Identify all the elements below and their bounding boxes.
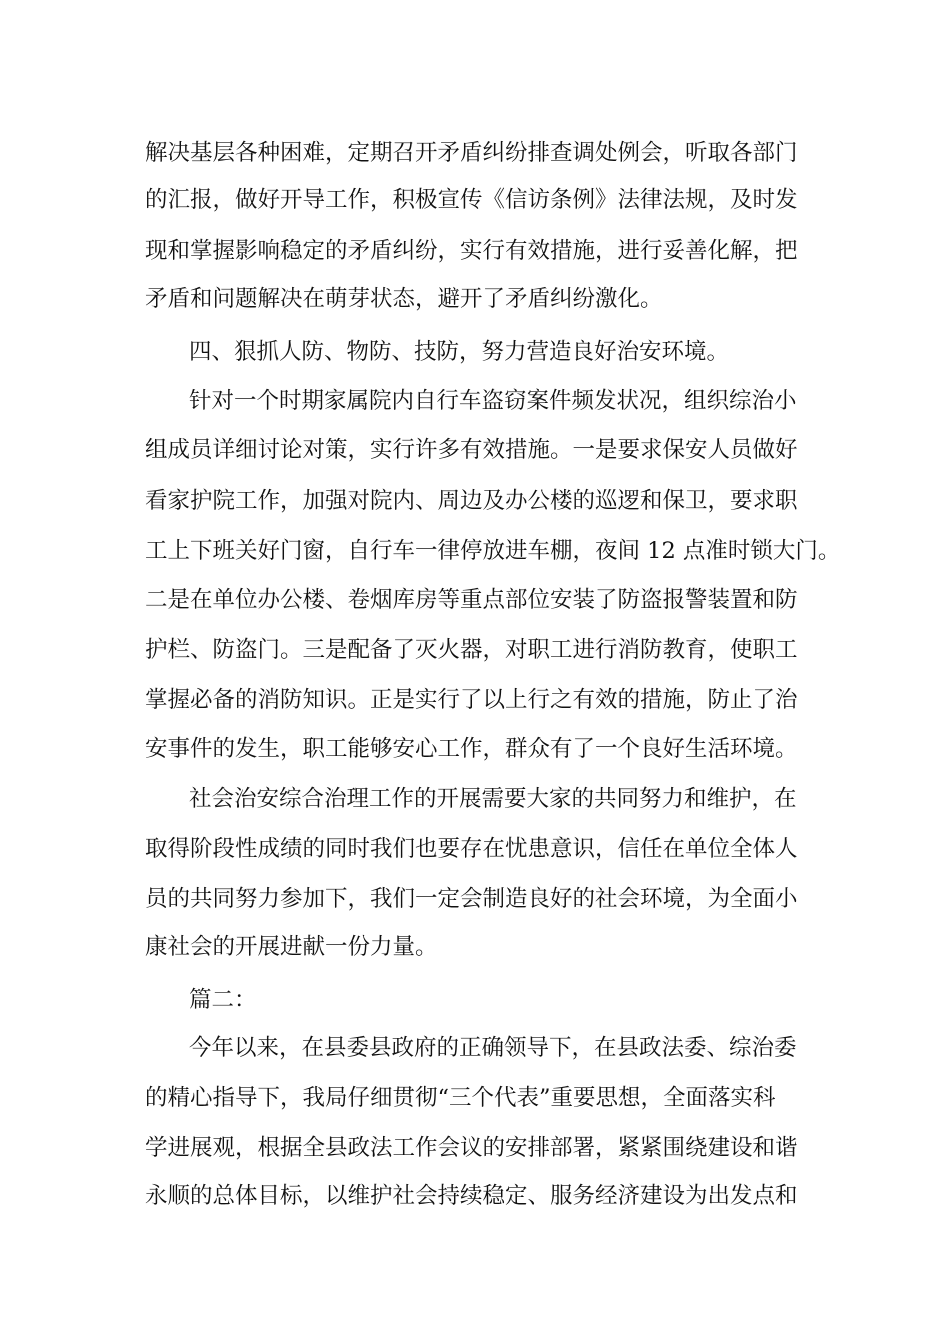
section-heading: 四、狠抓人防、物防、技防，努力营造良好治安环境。 [189, 339, 730, 365]
section-heading: 篇二： [189, 987, 257, 1013]
text-line: 矛盾和问题解决在萌芽状态，避开了矛盾纠纷激化。 [145, 286, 663, 312]
text-line: 取得阶段性成绩的同时我们也要存在忧患意识，信任在单位全体人 [145, 836, 798, 862]
text-line: 学进展观，根据全县政法工作会议的安排部署，紧紧围绕建设和谐 [145, 1135, 798, 1161]
text-line: 掌握必备的消防知识。正是实行了以上行之有效的措施，防止了治 [145, 687, 798, 713]
text-line: 安事件的发生，职工能够安心工作，群众有了一个良好生活环境。 [145, 736, 798, 762]
text-line: 工上下班关好门窗，自行车一律停放进车棚，夜间 12 点准时锁大门。 [145, 538, 841, 564]
text-line: 看家护院工作，加强对院内、周边及办公楼的巡逻和保卫，要求职 [145, 488, 798, 514]
text-line: 解决基层各种困难，定期召开矛盾纠纷排查调处例会，听取各部门 [145, 140, 798, 166]
paragraph-start: 针对一个时期家属院内自行车盗窃案件频发状况，组织综治小 [189, 388, 797, 414]
text-line: 员的共同努力参加下，我们一定会制造良好的社会环境，为全面小 [145, 886, 798, 912]
paragraph-start: 今年以来，在县委县政府的正确领导下，在县政法委、综治委 [189, 1035, 797, 1061]
text-line: 永顺的总体目标，以维护社会持续稳定、服务经济建设为出发点和 [145, 1183, 798, 1209]
text-line: 康社会的开展进献一份力量。 [145, 934, 438, 960]
paragraph-start: 社会治安综合治理工作的开展需要大家的共同努力和维护，在 [189, 786, 797, 812]
text-line: 护栏、防盗门。三是配备了灭火器，对职工进行消防教育，使职工 [145, 637, 798, 663]
text-line: 的精心指导下，我局仔细贯彻“三个代表”重要思想，全面落实科 [145, 1085, 776, 1111]
text-line: 组成员详细讨论对策，实行许多有效措施。一是要求保安人员做好 [145, 437, 798, 463]
text-line: 二是在单位办公楼、卷烟库房等重点部位安装了防盗报警装置和防 [145, 587, 798, 613]
text-line: 的汇报，做好开导工作，积极宣传《信访条例》法律法规，及时发 [145, 187, 798, 213]
text-line: 现和掌握影响稳定的矛盾纠纷，实行有效措施，进行妥善化解，把 [145, 238, 798, 264]
